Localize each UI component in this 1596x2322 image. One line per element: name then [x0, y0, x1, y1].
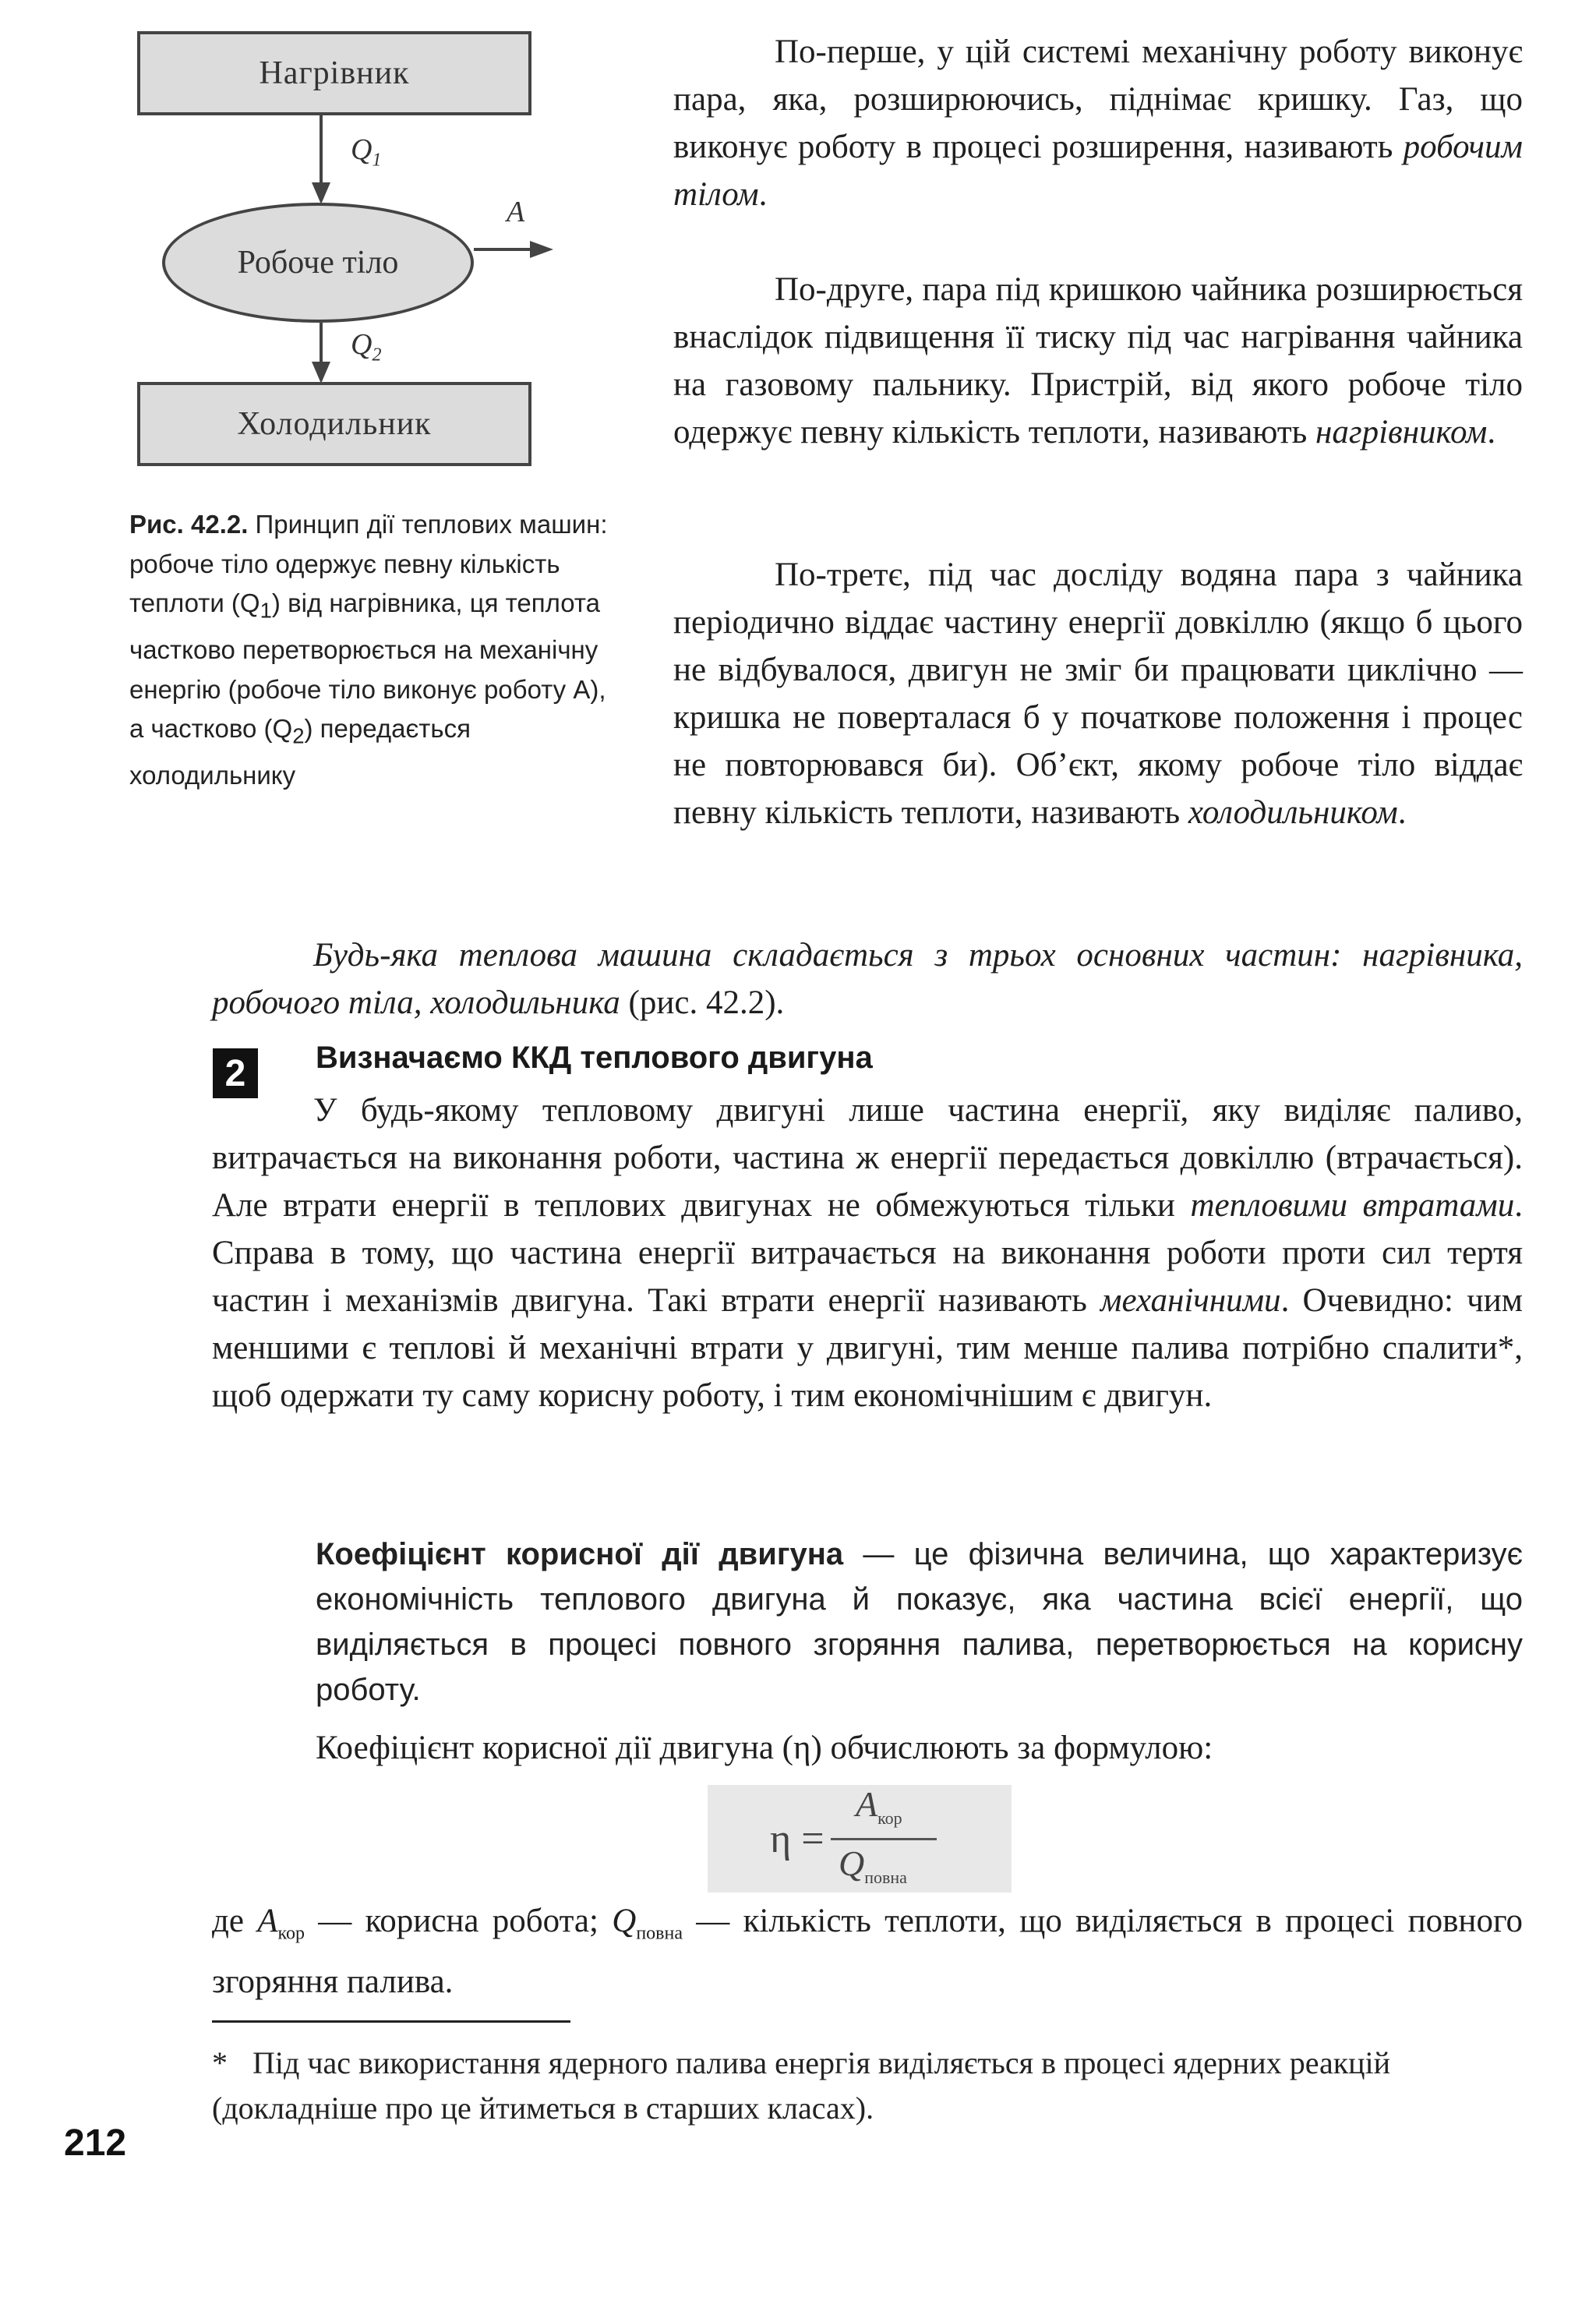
paragraph-4: Будь-яка теплова машина складається з трьох основних частин: нагрівника, робочого тіла, холодильника (рис. 42.2). [212, 937, 1523, 1021]
footnote: * Під час використання ядерного палива енергія виділяється в процесі ядерних реакцій (докладніше про це йтиметься в старших класах). [212, 2041, 1523, 2131]
formula-numerator: $A_{кор}$ [856, 1784, 902, 1829]
formula-denominator: $Q_{повна}$ [839, 1843, 907, 1888]
statement-heat-engine-parts: Будь-яка теплова машина складається з трьох основних частин: нагрівника, робочого тіла, холодильника [212, 937, 1523, 1021]
section-title: Визначаємо ККД теплового двигуна [316, 1041, 873, 1075]
page-number: 212 [64, 2122, 127, 2164]
term-heater: нагрівником [1315, 414, 1488, 451]
definition-term: Коефіцієнт корисної дії двигуна [316, 1537, 844, 1571]
paragraph-1: По-перше, у цій системі механічну роботу виконує пара, яка, розширюючись, піднімає кришку. Газ, що виконує роботу в процесі розширення, називають робочим тілом. [673, 34, 1523, 213]
paragraph-3: По-третє, під час досліду водяна пара з чайника періодично віддає частину енергії довкіллю (якщо б цього не відбувалося, двигун не зміг би працювати циклічно — кришка не поверталася б у початкове положення і процес не повторювався би). Об’єкт, якому робоче тіло віддає певну кількість теплоти, називають холодильником. [673, 557, 1523, 831]
formula-explanation: де $A_{кор}$ — корисна робота; $Q_{повна}$ — кількість теплоти, що виділяється в процесі повного згоряння палива. [212, 1903, 1524, 2000]
footnote-divider [212, 2020, 570, 2023]
term-mechanical-losses: механічними [1100, 1282, 1281, 1319]
q2-label: $Q_2$ [351, 328, 382, 366]
heat-engine-diagram [117, 23, 553, 460]
figure-caption: Рис. 42.2. Принцип дії теплових машин: робоче тіло одержує певну кількість теплоти $(Q_1)$ від нагрівника, ця теплота частково перетворюється на механічну енергію (робоче тіло виконує роботу A), а частково $(Q_2)$ передається холодильнику [129, 510, 608, 790]
working-body-ellipse: Робоче тіло [162, 203, 474, 323]
term-thermal-losses: тепловими втратами [1190, 1187, 1515, 1224]
section-number-badge: 2 [213, 1048, 258, 1098]
fraction-bar [831, 1838, 937, 1840]
footnote-marker: * [212, 2045, 228, 2080]
term-working-body: робочим тілом [673, 129, 1523, 213]
q1-label: $Q_1$ [351, 133, 382, 171]
arrow-work-head [530, 241, 553, 258]
work-label: A [507, 196, 525, 228]
formula-intro: Коефіцієнт корисної дії двигуна (η) обчислюють за формулою: [316, 1730, 1213, 1766]
formula-lhs: η = [770, 1817, 824, 1861]
paragraph-5: У будь-якому тепловому двигуні лише частина енергії, яку виділяє паливо, витрачається на виконання роботи, частина ж енергії передається довкіллю (втрачається). Але втрати енергії в теплових двигунах не обмежуються тільки тепловими втратами. Справа в тому, що частина енергії витрачається на виконання роботи проти сил тертя частин і механізмів двигуна. Такі втрати енергії називають механічними. Очевидно: чим меншими є теплові й механічні втрати у двигуні, тим менше палива потрібно спалити*, щоб одержати ту саму корисну роботу, і тим економічнішим є двигун. [212, 1092, 1524, 1414]
diagram-arrows [117, 23, 553, 460]
arrow-q2-head [312, 362, 330, 383]
heater-box: Нагрівник [137, 31, 531, 115]
efficiency-definition: Коефіцієнт корисної дії двигуна — це фізична величина, що характеризує економічність теплового двигуна й показує, яка частина всієї енергії, що виділяється в процесі повного згоряння палива, перетворюється на корисну роботу. [316, 1537, 1524, 1707]
efficiency-formula [708, 1785, 1012, 1893]
paragraph-2: По-друге, пара під кришкою чайника розширюється внаслідок підвищення її тиску під час нагрівання чайника на газовому пальнику. Пристрій, від якого робоче тіло одержує певну кількість теплоти, називають нагрівником. [673, 271, 1523, 451]
cooler-box: Холодильник [137, 382, 531, 466]
term-cooler: холодильником [1188, 794, 1398, 831]
caption-label: Рис. 42.2. [129, 510, 249, 539]
arrow-q1-head [312, 182, 330, 204]
